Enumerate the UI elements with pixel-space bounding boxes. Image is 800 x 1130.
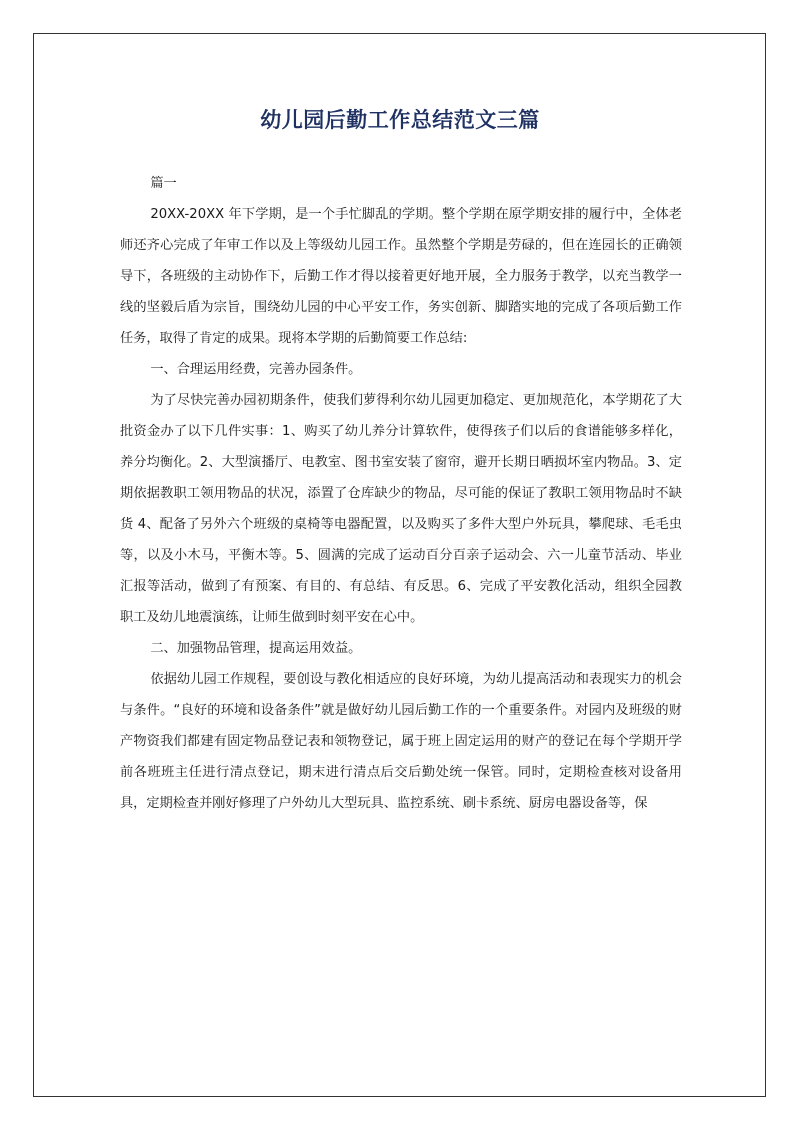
document-title: 幼儿园后勤工作总结范文三篇 bbox=[260, 108, 540, 132]
funds-paragraph: 为了尽快完善办园初期条件，使我们萝得利尔幼儿园更加稳定、更加规范化，本学期花了大批资金办了以下几件实事：1、购买了幼儿养分计算软件，使得孩子们以后的食谱能够多样化，养分均衡化。2、大型演播厅、电教室、图书室安装了窗帘，避开长期日晒损坏室内物品。3、定期依据教职工领用物品的状况，添置了仓库缺少的物品，尽可能的保证了教职工领用物品时不缺货 4、配备了另外六个班级的桌椅等电器配置，以及购买了多件大型户外玩具，攀爬球、毛毛虫等，以及小木马，平衡木等。5、圆满的完成了运动百分百亲子运动会、六一儿童节活动、毕业汇报等活动，做到了有预案、有目的、有总结、有反思。6、完成了平安教化活动，组织全园教职工及幼儿地震演练，让师生做到时刻平安在心中。 bbox=[120, 393, 682, 625]
section-heading-part-one: 篇一 bbox=[150, 176, 177, 191]
materials-paragraph: 依据幼儿园工作规程，要创设与教化相适应的良好环境，为幼儿提高活动和表现实力的机会与条件。“良好的环境和设备条件”就是做好幼儿园后勤工作的一个重要条件。对园内及班级的财产物资我们都建有固定物品登记表和领物登记，属于班上固定运用的财产的登记在每个学期开学前各班班主任进行清点登记，期末进行清点后交后勤处统一保管。同时，定期检查核对设备用具，定期检查并刚好修理了户外幼儿大型玩具、监控系统、刷卡系统、厨房电器设备等，保 bbox=[120, 672, 682, 811]
section-heading-materials: 二、加强物品管理，提高运用效益。 bbox=[150, 641, 362, 656]
intro-paragraph: 20XX-20XX 年下学期，是一个手忙脚乱的学期。整个学期在原学期安排的履行中，全体老师还齐心完成了年审工作以及上等级幼儿园工作。虽然整个学期是劳碌的，但在连园长的正确领导下，各班级的主动协作下，后勤工作才得以接着更好地开展，全力服务于教学，以充当教学一线的坚毅后盾为宗旨，围绕幼儿园的中心平安工作，务实创新、脚踏实地的完成了各项后勤工作任务，取得了肯定的成果。现将本学期的后勤简要工作总结: bbox=[120, 207, 682, 346]
document-body bbox=[120, 168, 682, 819]
section-heading-funds: 一、合理运用经费，完善办园条件。 bbox=[150, 362, 362, 377]
